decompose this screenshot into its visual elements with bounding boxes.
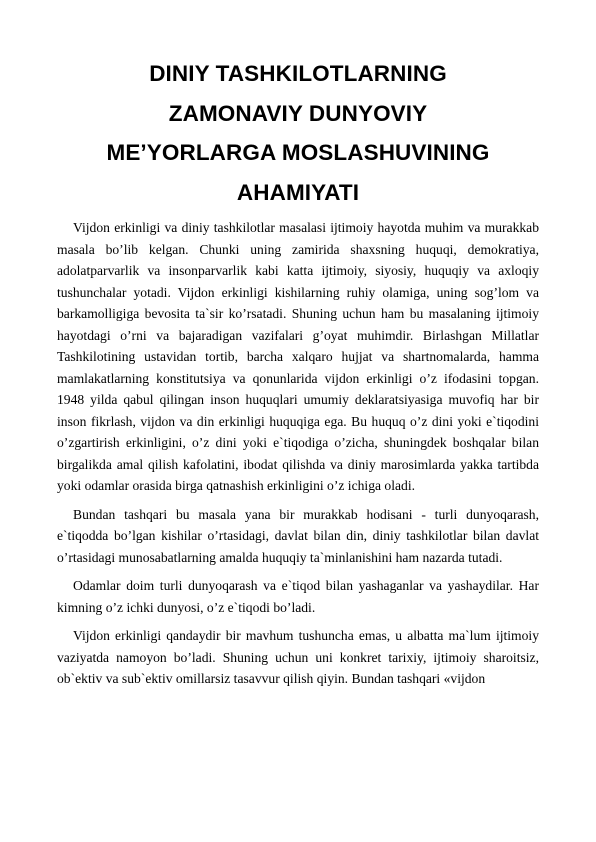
paragraph: Odamlar doim turli dunyoqarash va e`tiqod bilan yashaganlar va yashaydilar. Har kimning o’z ichki dunyosi, o’z e`tiqodi bo’ladi. (57, 578, 539, 615)
title-line: ZAMONAVIY DUNYOVIY (168, 100, 428, 126)
title-line: DINIY TASHKILOTLARNING (149, 61, 447, 86)
document-body (57, 217, 539, 697)
paragraph: Vijdon erkinligi qandaydir bir mavhum tushuncha emas, u albatta ma`lum ijtimoiy vaziyatda namoyon bo’ladi. Shuning uchun uni konkret tarixiy, ijtimoiy sharoitsiz, ob`ektiv va sub`ektiv omillarsiz tasavvur qilish qiyin. Bundan tashqari «vijdon (57, 628, 539, 686)
title-line: AHAMIYATI (236, 179, 360, 205)
document-title (40, 54, 556, 212)
paragraph: Bundan tashqari bu masala yana bir murakkab hodisani - turli dunyoqarash, e`tiqodda bo’lgan kishilar o’rtasidagi, davlat bilan din, diniy tashkilotlar bilan davlat o’rtasidagi munosabatlarning amalda huquqiy ta`minlanishini ham nazarda tutadi. (57, 506, 539, 565)
paragraph: Vijdon erkinligi va diniy tashkilotlar masalasi ijtimoiy hayotda muhim va murakkab masala bo’lib kelgan. Chunki uning zamirida shaxsning huquqi, demokratiya, adolatparvarlik va insonparvarlik kabi katta ijtimoiy, siyosiy, huquqiy va axloqiy tushunchalar yotadi. Vijdon erkinligi kishilarning ruhiy olamiga, uning sog’lom va barkamolligiga bevosita ta`sir ko’rsatadi. Shuning uchun ham bu masalaning ijtimoiy hayotdagi o’rni va bajaradigan vazifalari g’oyat muhimdir. Birlashgan Millatlar Tashkilotining ustavidan tortib, barcha xalqaro hujjat va shartnomalarda, hamma mamlakatlarning konstitutsiya va qonunlarida vijdon erkinligi o’z ifodasini topgan. 1948 yilda qabul qilingan inson huquqlari umumiy deklaratsiyasiga muvofiq har bir inson fikrlash, vijdon va din erkinligi huquqiga ega. Bu huquq o’z dini yoki e`tiqodini o’zgartirish erkinligini, o’z dini yoki e`tiqodiga o’zicha, shuningdek boshqalar bilan birgalikda amal qilish kafolatini, ibodat qilishda va diniy marosimlarda yakka tartibda yoki odamlar orasida birga qatnashish erkinligini o’z ichiga oladi. (57, 220, 539, 493)
title-line: ME’YORLARGA MOSLASHUVINING (106, 140, 490, 165)
